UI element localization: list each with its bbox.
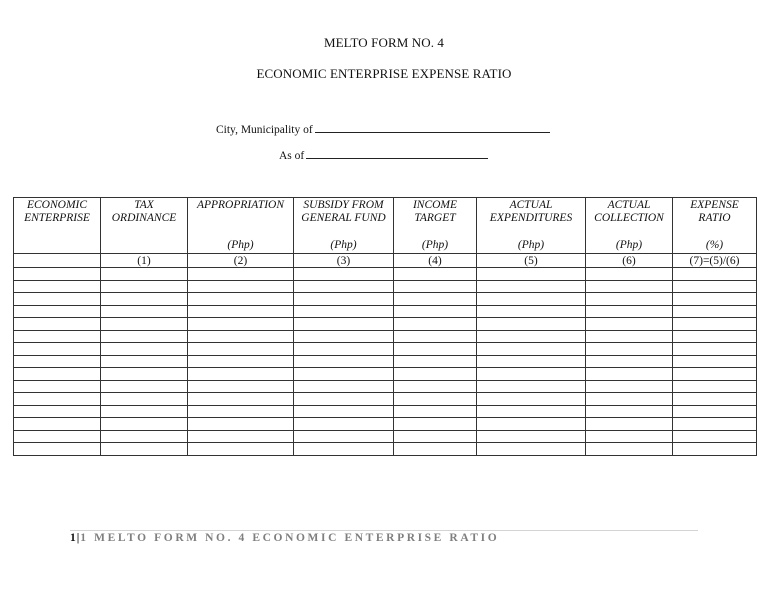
table-cell[interactable] (673, 293, 757, 306)
table-cell[interactable] (101, 443, 188, 456)
table-cell[interactable] (188, 343, 294, 356)
col-header-appropriation: APPROPRIATION (Php) (188, 198, 294, 254)
table-cell[interactable] (101, 405, 188, 418)
table-row (14, 305, 757, 318)
table-cell[interactable] (101, 268, 188, 281)
table-cell[interactable] (188, 380, 294, 393)
table-cell[interactable] (477, 418, 586, 431)
table-cell[interactable] (673, 280, 757, 293)
table-cell[interactable] (14, 380, 101, 393)
table-cell[interactable] (673, 268, 757, 281)
table-cell[interactable] (14, 418, 101, 431)
table-cell[interactable] (294, 443, 394, 456)
table-cell[interactable] (673, 380, 757, 393)
table-cell[interactable] (294, 430, 394, 443)
table-cell[interactable] (188, 268, 294, 281)
table-cell[interactable] (673, 318, 757, 331)
col-header-expense-ratio: EXPENSE RATIO (%) (673, 198, 757, 254)
col-header-tax-ordinance: TAX ORDINANCE (101, 198, 188, 254)
table-cell[interactable] (188, 318, 294, 331)
col-number: (6) (586, 254, 673, 268)
table-cell[interactable] (188, 405, 294, 418)
table-cell[interactable] (477, 280, 586, 293)
table-cell[interactable] (586, 418, 673, 431)
table-cell[interactable] (294, 405, 394, 418)
col-number: (3) (294, 254, 394, 268)
table-cell[interactable] (101, 393, 188, 406)
table-cell[interactable] (14, 293, 101, 306)
header-row (14, 198, 757, 254)
as-of-field (279, 147, 488, 162)
table-cell[interactable] (294, 268, 394, 281)
table-row (14, 318, 757, 331)
table-cell[interactable] (14, 443, 101, 456)
table-cell[interactable] (586, 293, 673, 306)
table-row (14, 330, 757, 343)
table-cell[interactable] (477, 330, 586, 343)
table-row (14, 280, 757, 293)
expense-ratio-table (13, 197, 757, 456)
table-cell[interactable] (673, 343, 757, 356)
table-cell[interactable] (394, 293, 477, 306)
table-cell[interactable] (673, 355, 757, 368)
table-cell[interactable] (394, 393, 477, 406)
col-number: (2) (188, 254, 294, 268)
table-cell[interactable] (188, 418, 294, 431)
table-row (14, 405, 757, 418)
table-cell[interactable] (14, 368, 101, 381)
table-cell[interactable] (477, 443, 586, 456)
table-cell[interactable] (673, 430, 757, 443)
col-header-actual-collection: ACTUAL COLLECTION (Php) (586, 198, 673, 254)
table-cell[interactable] (188, 430, 294, 443)
table-cell[interactable] (477, 380, 586, 393)
table-cell[interactable] (673, 330, 757, 343)
table-cell[interactable] (101, 355, 188, 368)
table-cell[interactable] (14, 268, 101, 281)
table-cell[interactable] (14, 280, 101, 293)
column-number-row (14, 254, 757, 268)
col-header-economic-enterprise: ECONOMIC ENTERPRISE (14, 198, 101, 254)
table-cell[interactable] (188, 280, 294, 293)
footer-text: 1 MELTO FORM NO. 4 ECONOMIC ENTERPRISE RATIO (80, 532, 500, 544)
table-cell[interactable] (394, 405, 477, 418)
table-row (14, 418, 757, 431)
page-number: 1 (70, 532, 76, 544)
table-cell[interactable] (101, 330, 188, 343)
table-cell[interactable] (294, 293, 394, 306)
table-cell[interactable] (586, 380, 673, 393)
table-row (14, 380, 757, 393)
table-cell[interactable] (477, 355, 586, 368)
table-cell[interactable] (477, 368, 586, 381)
table-cell[interactable] (14, 305, 101, 318)
table-cell[interactable] (188, 355, 294, 368)
table-cell[interactable] (477, 405, 586, 418)
table-cell[interactable] (294, 343, 394, 356)
as-of-label: As of (279, 150, 305, 162)
table-cell[interactable] (14, 330, 101, 343)
table-cell[interactable] (394, 368, 477, 381)
table-cell[interactable] (294, 355, 394, 368)
table-cell[interactable] (101, 418, 188, 431)
table-cell[interactable] (586, 280, 673, 293)
table-cell[interactable] (586, 305, 673, 318)
table-cell[interactable] (294, 330, 394, 343)
col-number: (5) (477, 254, 586, 268)
col-number (14, 254, 101, 268)
table-cell[interactable] (188, 330, 294, 343)
table-cell[interactable] (101, 343, 188, 356)
table-cell[interactable] (14, 430, 101, 443)
table-cell[interactable] (294, 368, 394, 381)
col-number: (1) (101, 254, 188, 268)
table-cell[interactable] (394, 418, 477, 431)
form-title: ECONOMIC ENTERPRISE EXPENSE RATIO (256, 66, 512, 81)
table-cell[interactable] (477, 268, 586, 281)
table-cell[interactable] (673, 418, 757, 431)
table-cell[interactable] (394, 280, 477, 293)
table-cell[interactable] (188, 305, 294, 318)
table-cell[interactable] (586, 330, 673, 343)
table-cell[interactable] (294, 318, 394, 331)
table-cell[interactable] (14, 355, 101, 368)
table-cell[interactable] (188, 368, 294, 381)
table-row (14, 343, 757, 356)
table-cell[interactable] (14, 318, 101, 331)
table-cell[interactable] (586, 268, 673, 281)
table-cell[interactable] (673, 393, 757, 406)
table-cell[interactable] (586, 368, 673, 381)
table-cell[interactable] (586, 393, 673, 406)
city-municipality-field (216, 121, 550, 136)
table-cell[interactable] (101, 430, 188, 443)
form-number: MELTO FORM NO. 4 (323, 35, 445, 50)
table-cell[interactable] (477, 318, 586, 331)
table-cell[interactable] (14, 343, 101, 356)
table-row (14, 268, 757, 281)
table-cell[interactable] (477, 343, 586, 356)
table-cell[interactable] (586, 343, 673, 356)
table-body (14, 268, 757, 456)
table-cell[interactable] (394, 330, 477, 343)
table-cell[interactable] (394, 343, 477, 356)
table-row (14, 393, 757, 406)
city-municipality-blank[interactable] (315, 121, 550, 133)
table-cell[interactable] (394, 305, 477, 318)
table-cell[interactable] (477, 430, 586, 443)
table-cell[interactable] (673, 443, 757, 456)
table-cell[interactable] (586, 318, 673, 331)
table-cell[interactable] (101, 293, 188, 306)
table-cell[interactable] (188, 393, 294, 406)
table-cell[interactable] (394, 355, 477, 368)
table-cell[interactable] (101, 380, 188, 393)
col-number: (4) (394, 254, 477, 268)
table-cell[interactable] (188, 293, 294, 306)
table-cell[interactable] (394, 430, 477, 443)
table-cell[interactable] (586, 405, 673, 418)
page-footer (70, 532, 499, 544)
table-cell[interactable] (294, 418, 394, 431)
city-municipality-label: City, Municipality of (216, 124, 313, 136)
footer-divider (70, 530, 698, 531)
table-cell[interactable] (477, 293, 586, 306)
table-cell[interactable] (477, 305, 586, 318)
col-header-subsidy: SUBSIDY FROM GENERAL FUND (Php) (294, 198, 394, 254)
table-cell[interactable] (394, 318, 477, 331)
table-row (14, 430, 757, 443)
table-cell[interactable] (394, 268, 477, 281)
table-cell[interactable] (294, 380, 394, 393)
table-cell[interactable] (101, 368, 188, 381)
table-cell[interactable] (586, 355, 673, 368)
table-cell[interactable] (101, 305, 188, 318)
table-cell[interactable] (673, 405, 757, 418)
col-header-actual-expenditures: ACTUAL EXPENDITURES (Php) (477, 198, 586, 254)
col-header-income-target: INCOME TARGET (Php) (394, 198, 477, 254)
table-cell[interactable] (294, 393, 394, 406)
table-cell[interactable] (294, 305, 394, 318)
table-cell[interactable] (14, 405, 101, 418)
table-cell[interactable] (294, 280, 394, 293)
table-cell[interactable] (101, 318, 188, 331)
table-cell[interactable] (394, 380, 477, 393)
footer-separator: | (76, 532, 80, 544)
table-row (14, 293, 757, 306)
table-cell[interactable] (477, 393, 586, 406)
table-cell[interactable] (673, 368, 757, 381)
table-row (14, 443, 757, 456)
table-cell[interactable] (14, 393, 101, 406)
table-cell[interactable] (101, 280, 188, 293)
col-number: (7)=(5)/(6) (673, 254, 757, 268)
table-cell[interactable] (586, 430, 673, 443)
table-row (14, 368, 757, 381)
table-cell[interactable] (673, 305, 757, 318)
table-cell[interactable] (188, 443, 294, 456)
as-of-blank[interactable] (306, 147, 488, 159)
table-cell[interactable] (394, 443, 477, 456)
table-row (14, 355, 757, 368)
table-cell[interactable] (586, 443, 673, 456)
